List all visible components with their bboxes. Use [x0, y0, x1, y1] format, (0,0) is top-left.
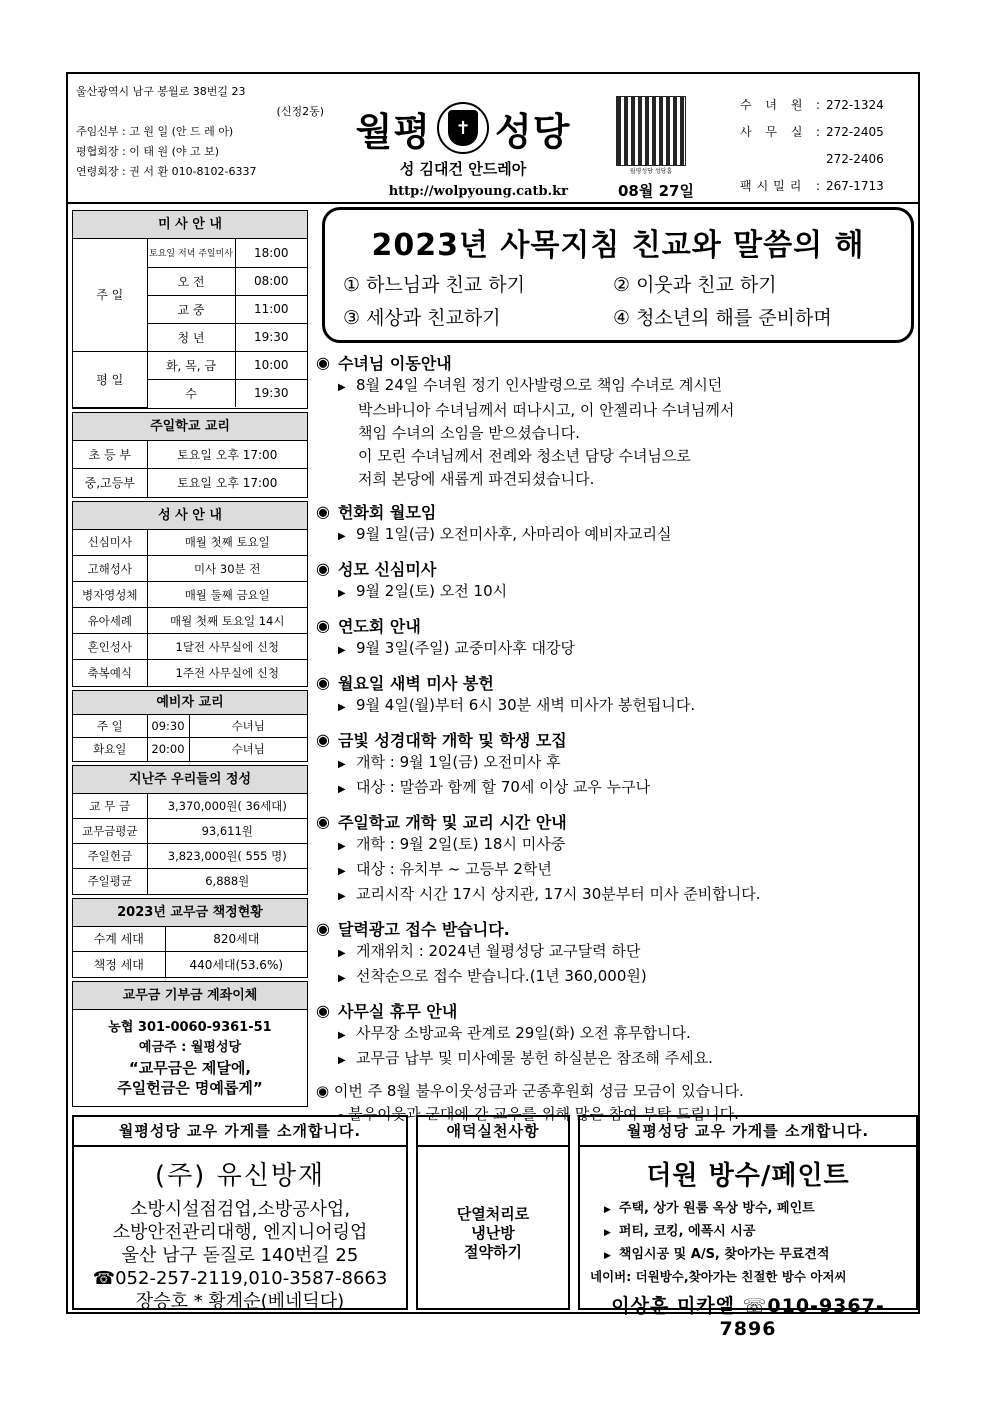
store-ad-header: 월평성당 교우 가게를 소개합니다.	[74, 1117, 406, 1147]
theme-item: ④ 청소년의 해를 준비하며	[613, 307, 832, 329]
sacrament-value: 1달전 사무실에 신청	[147, 634, 307, 660]
account-holder: 예금주 : 월평성당	[138, 1039, 242, 1055]
triangle-bullet-icon: ▶	[604, 1205, 611, 1215]
offering-title: 지난주 우리들의 정성	[73, 766, 307, 794]
charity-line: 냉난방	[471, 1224, 515, 1242]
qr-caption: 월평성당 성당홈	[629, 168, 673, 175]
notice-item	[316, 556, 916, 605]
final-notice-line: - 불우이웃과 군대에 간 교우를 위해 많은 참여 부탁 드립니다.	[338, 1105, 739, 1123]
bulletin-header	[68, 74, 918, 204]
offering-summary	[72, 765, 308, 895]
notice-item	[316, 916, 916, 990]
class-day: 주 일	[73, 715, 147, 738]
notice-item	[316, 350, 916, 491]
theme-item: ② 이웃과 친교 하기	[613, 274, 777, 296]
triangle-bullet-icon: ▶	[338, 973, 346, 984]
mass-name: 청 년	[147, 323, 235, 351]
contact-label: 수 녀 원	[740, 98, 808, 112]
store-line: 장승호 * 황계순(베네딕다)	[135, 1291, 345, 1312]
notice-title: 연도회 안내	[337, 616, 421, 636]
weekday-label: 평 일	[73, 351, 147, 407]
store-line: 퍼티, 코킹, 에폭시 시공	[618, 1224, 756, 1239]
notice-line: 선착순으로 접수 받습니다.(1년 360,000원)	[356, 967, 647, 985]
mass-time: 10:00	[235, 351, 307, 379]
sacrament-name: 병자영성체	[73, 582, 147, 608]
notice-line: 대상 : 유치부 ~ 고등부 2학년	[356, 860, 552, 878]
class-teacher: 수녀님	[189, 738, 307, 761]
store-ad-header: 월평성당 교우 가게를 소개합니다.	[580, 1117, 916, 1147]
notice-line: 개학 : 9월 2일(토) 18시 미사중	[356, 835, 566, 853]
notice-item	[316, 809, 916, 908]
offering-value: 93,611원	[147, 819, 307, 844]
notice-item	[316, 998, 916, 1072]
contact-value: 272-1324	[826, 98, 884, 112]
triangle-bullet-icon: ▶	[338, 702, 346, 713]
offering-name: 교 무 금	[73, 794, 147, 819]
notice-line: 책임 수녀의 소임을 받으셨습니다.	[358, 424, 580, 442]
pastor: 주임신부 : 고 원 일 (안 드 레 아)	[76, 125, 234, 138]
sacrament-name: 혼인성사	[73, 634, 147, 660]
sacrament-name: 유아세례	[73, 608, 147, 634]
store-line: 소방안전관리대행, 엔지니어링업	[112, 1222, 368, 1243]
charity-box	[416, 1115, 570, 1310]
catechumen-title: 예비자 교리	[73, 691, 307, 715]
tithe-status-title: 2023년 교무금 책정현황	[73, 899, 307, 927]
offering-name: 주일평균	[73, 869, 147, 894]
notice-line: 9월 2일(토) 오전 10시	[356, 582, 508, 600]
sacrament-value: 1주전 사무실에 신청	[147, 660, 307, 686]
contact-label: 팩시밀리	[740, 179, 807, 193]
mass-name: 토요일 저녁 주일미사	[147, 239, 235, 267]
triangle-bullet-icon: ▶	[338, 784, 346, 795]
bullet-icon: ◉	[316, 501, 330, 521]
address-sub: (신정2동)	[276, 105, 324, 118]
sacrament-value: 매월 첫째 토요일 14시	[147, 608, 307, 634]
notice-title: 헌화회 월모임	[337, 502, 437, 522]
class-time: 09:30	[147, 715, 189, 738]
parish-url[interactable]: http://wolpyoung.catb.kr	[388, 184, 568, 199]
bank-account: 농협 301-0060-9361-51	[108, 1019, 272, 1035]
offering-name: 교무금평균	[73, 819, 147, 844]
sunday-school-title: 주일학교 교리	[73, 413, 307, 441]
contact-list	[740, 92, 912, 200]
triangle-bullet-icon: ▶	[338, 382, 346, 393]
mass-time: 19:30	[235, 323, 307, 351]
bulletin-page	[66, 72, 920, 1340]
store-ad-1	[72, 1115, 408, 1310]
store-line: 소방시설점검업,소방공사업,	[129, 1199, 351, 1220]
slogan-line: “교무금은 제달에,	[128, 1058, 252, 1077]
logo-text-left: 월평	[355, 108, 431, 154]
store-ad-2	[578, 1115, 918, 1340]
triangle-bullet-icon: ▶	[338, 531, 346, 542]
triangle-bullet-icon: ▶	[338, 1030, 346, 1041]
patron-saint: 성 김대건 안드레아	[399, 160, 527, 178]
charity-line: 절약하기	[464, 1243, 522, 1261]
class-time: 토요일 오후 17:00	[147, 441, 307, 469]
class-time: 토요일 오후 17:00	[147, 469, 307, 497]
sacrament-name: 신심미사	[73, 530, 147, 556]
mass-name: 화, 목, 금	[147, 351, 235, 379]
store-line: 주택, 상가 원룸 옥상 방수, 페인트	[618, 1201, 815, 1216]
notice-item	[316, 727, 916, 801]
address: 울산광역시 남구 봉월로 38번길 23	[76, 85, 246, 98]
sacraments-title: 성 사 안 내	[73, 502, 307, 530]
store-phone: 이상훈 미카엘 ☏010-9367-7896	[611, 1295, 885, 1340]
contact-value: 272-2406	[826, 152, 884, 166]
store-line: 울산 남구 돋질로 140번길 25	[121, 1245, 359, 1266]
transfer-title: 교무금 기부금 계좌이체	[73, 982, 307, 1010]
notice-title: 성모 신심미사	[337, 559, 437, 579]
contact-row: 팩시밀리 : 267-1713	[740, 173, 912, 200]
notice-title: 주일학교 개학 및 교리 시간 안내	[337, 812, 567, 832]
bulletin-date: 08월 27일	[618, 182, 694, 200]
sunday-label: 주 일	[73, 239, 147, 351]
contact-value: 267-1713	[826, 179, 884, 193]
contact-value: 272-2405	[826, 125, 884, 139]
sacrament-name: 고해성사	[73, 556, 147, 582]
offering-value: 3,370,000원( 36세대)	[147, 794, 307, 819]
bullet-icon: ◉	[316, 1000, 330, 1020]
triangle-bullet-icon: ▶	[338, 1055, 346, 1066]
triangle-bullet-icon: ▶	[338, 841, 346, 852]
bullet-icon: ◉	[316, 558, 330, 578]
class-day: 화요일	[73, 738, 147, 761]
theme-title: 2023년 사목지침 친교와 말씀의 해	[371, 228, 865, 263]
bullet-icon: ◉	[316, 729, 330, 749]
mass-time: 19:30	[235, 379, 307, 407]
union-president: 연령회장 : 권 서 환 010-8102-6337	[76, 165, 257, 178]
qr-code-icon[interactable]	[616, 96, 686, 166]
store-line: ☎052-257-2119,010-3587-8663	[92, 1268, 388, 1289]
slogan-line: 주일헌금은 명예롭게”	[117, 1078, 263, 1097]
logo-text-right: 성당	[495, 108, 571, 154]
tithe-status	[72, 898, 308, 978]
mass-schedule	[72, 210, 308, 409]
notice-line: 9월 4일(월)부터 6시 30분 새벽 미사가 봉헌됩니다.	[356, 696, 696, 714]
store-naver: 네이버: 더원방수,찾아가는 친절한 방수 아저씨	[590, 1269, 847, 1284]
triangle-bullet-icon: ▶	[338, 891, 346, 902]
class-teacher: 수녀님	[189, 715, 307, 738]
notice-item	[316, 499, 916, 548]
notice-line: 교무금 납부 및 미사예물 봉헌 하실분은 참조해 주세요.	[356, 1049, 713, 1067]
tithe-name: 수계 세대	[73, 927, 165, 952]
notice-line: 개학 : 9월 1일(금) 오전미사 후	[356, 753, 561, 771]
triangle-bullet-icon: ▶	[604, 1251, 611, 1261]
mass-time: 08:00	[235, 267, 307, 295]
triangle-bullet-icon: ▶	[604, 1228, 611, 1238]
mass-name: 오 전	[147, 267, 235, 295]
triangle-bullet-icon: ▶	[338, 645, 346, 656]
mass-time: 18:00	[235, 239, 307, 267]
triangle-bullet-icon: ▶	[338, 948, 346, 959]
charity-header: 애덕실천사항	[418, 1117, 568, 1147]
bullet-icon: ◉	[316, 615, 330, 635]
notice-title: 수녀님 이동안내	[337, 353, 452, 373]
notice-line: 9월 3일(주일) 교중미사후 대강당	[356, 639, 575, 657]
notice-title: 달력광고 접수 받습니다.	[337, 919, 510, 939]
contact-row: 수 녀 원 : 272-1324	[740, 92, 912, 119]
mass-name: 수	[147, 379, 235, 407]
mass-time: 11:00	[235, 295, 307, 323]
class-time: 20:00	[147, 738, 189, 761]
notice-title: 사무실 휴무 안내	[337, 1001, 458, 1021]
store-name: 더원 방수/페인트	[646, 1161, 850, 1191]
theme-item: ① 하느님과 친교 하기	[343, 274, 525, 296]
triangle-bullet-icon: ▶	[338, 866, 346, 877]
sacraments	[72, 501, 308, 687]
notice-item	[316, 613, 916, 662]
pastoral-theme-box	[322, 207, 914, 343]
sacrament-value: 매월 둘째 금요일	[147, 582, 307, 608]
bottom-section	[72, 1115, 918, 1340]
notice-line: 대상 : 말씀과 함께 할 70세 이상 교우 누구나	[356, 778, 651, 796]
bullet-icon: ◉	[316, 918, 330, 938]
class-name: 중,고등부	[73, 469, 147, 497]
charity-line: 단열처리로	[456, 1205, 530, 1223]
offering-value: 3,823,000원( 555 명)	[147, 844, 307, 869]
notice-list	[316, 350, 916, 1126]
final-notice-line: ◉ 이번 주 8월 불우이웃성금과 군종후원회 성금 모금이 있습니다.	[316, 1082, 744, 1100]
notice-line: 8월 24일 수녀원 정기 인사발령으로 책임 수녀로 계시던	[356, 376, 723, 394]
offering-value: 6,888원	[147, 869, 307, 894]
council-president: 평협회장 : 이 태 원 (야 고 보)	[76, 145, 220, 158]
sacrament-value: 매월 첫째 토요일	[147, 530, 307, 556]
class-name: 초 등 부	[73, 441, 147, 469]
bullet-icon: ◉	[316, 352, 330, 372]
tithe-name: 책정 세대	[73, 952, 165, 977]
mass-title: 미 사 안 내	[73, 211, 307, 239]
bullet-icon: ◉	[316, 811, 330, 831]
notice-line: 박스바니아 수녀님께서 떠나시고, 이 안젤리나 수녀님께서	[358, 401, 735, 419]
sacrament-value: 미사 30분 전	[147, 556, 307, 582]
tithe-value: 440세대(53.6%)	[165, 952, 307, 977]
notice-line: 교리시작 시간 17시 상지관, 17시 30분부터 미사 준비합니다.	[356, 885, 761, 903]
sacrament-name: 축복예식	[73, 660, 147, 686]
contact-label: 사 무 실	[740, 125, 808, 139]
notice-item	[316, 670, 916, 719]
notice-line: 9월 1일(금) 오전미사후, 사마리아 예비자교리실	[356, 525, 672, 543]
tithe-value: 820세대	[165, 927, 307, 952]
theme-item: ③ 세상과 친교하기	[343, 307, 501, 329]
notice-line: 게재위치 : 2024년 월평성당 교구달력 하단	[356, 942, 641, 960]
contact-row	[740, 146, 912, 173]
parish-info	[76, 82, 326, 182]
notice-line: 이 모린 수녀님께서 전례와 청소년 담당 수녀님으로	[358, 447, 691, 465]
left-column	[72, 210, 308, 1110]
bank-transfer	[72, 981, 308, 1107]
notice-title: 금빛 성경대학 개학 및 학생 모집	[337, 730, 567, 750]
mass-name: 교 중	[147, 295, 235, 323]
notice-line: 저희 본당에 새롭게 파견되셨습니다.	[358, 470, 595, 488]
bullet-icon: ◉	[316, 672, 330, 692]
notice-line: 사무장 소방교육 관계로 29일(화) 오전 휴무합니다.	[356, 1024, 691, 1042]
store-line: 책임시공 및 A/S, 찾아가는 무료견적	[618, 1247, 830, 1262]
catechumen-class	[72, 690, 308, 762]
triangle-bullet-icon: ▶	[338, 588, 346, 599]
church-emblem-icon: ✝	[437, 102, 489, 154]
store-name: (주) 유신방재	[154, 1161, 326, 1191]
sunday-school	[72, 412, 308, 498]
notice-title: 월요일 새벽 미사 봉헌	[337, 673, 494, 693]
contact-row: 사 무 실 : 272-2405	[740, 119, 912, 146]
triangle-bullet-icon: ▶	[338, 759, 346, 770]
offering-name: 주일헌금	[73, 844, 147, 869]
parish-logo	[338, 94, 598, 204]
